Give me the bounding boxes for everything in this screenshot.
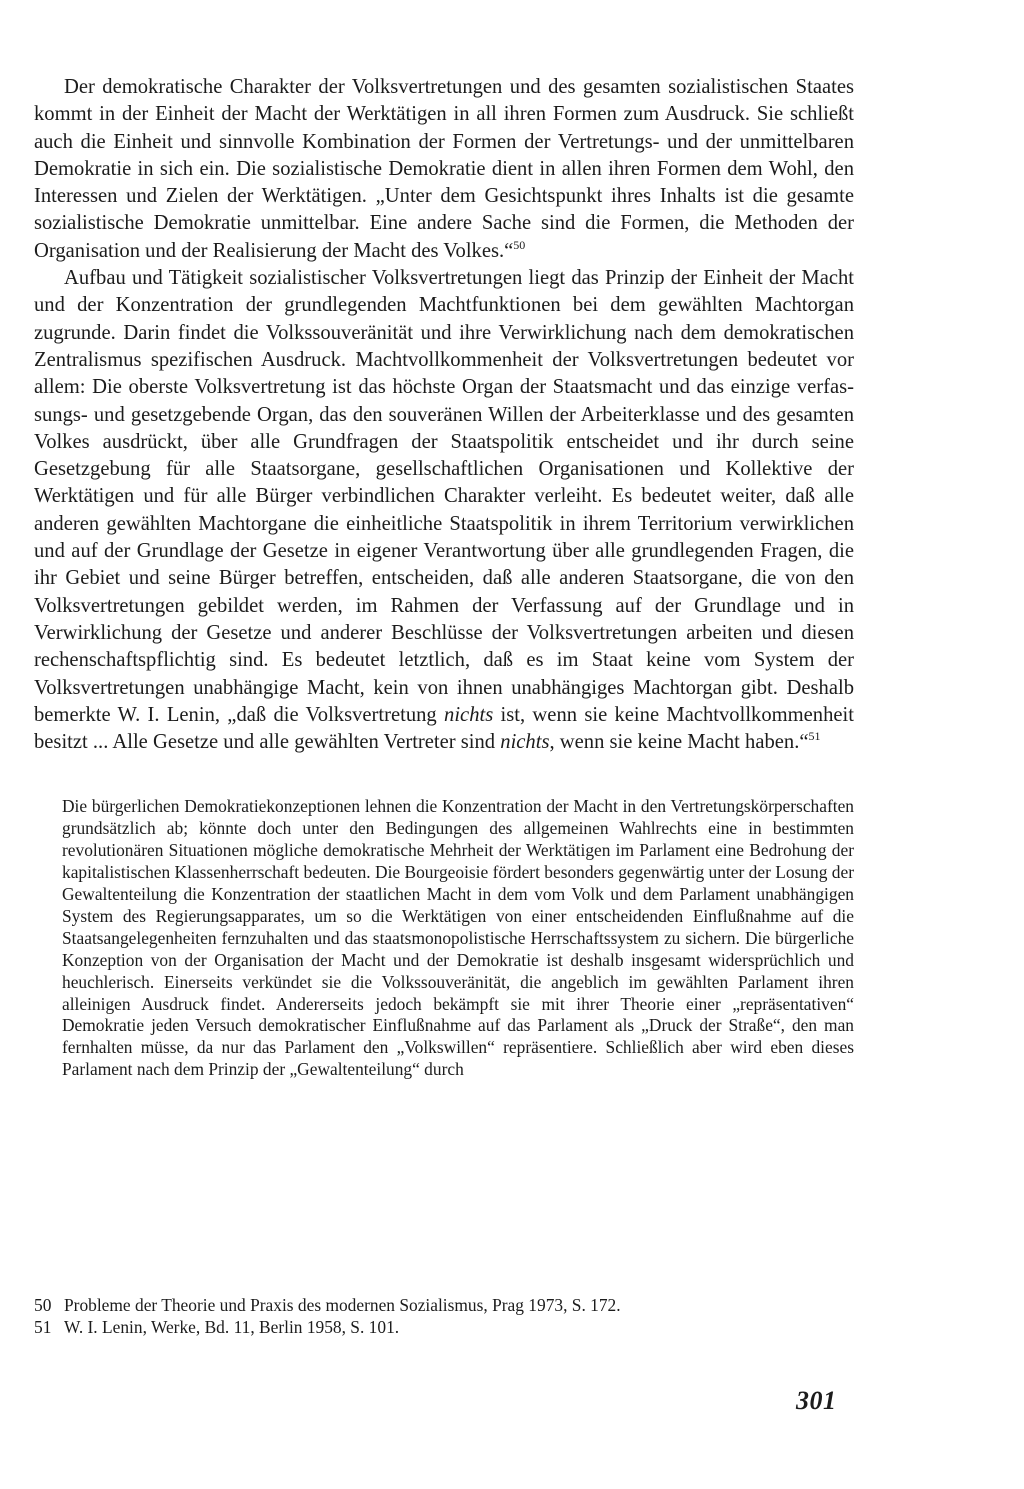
footnote-text: W. I. Lenin, Werke, Bd. 11, Berlin 1958, S. 101.	[64, 1317, 400, 1337]
footnote-number: 50	[34, 1295, 52, 1315]
footnote-number: 51	[34, 1317, 52, 1337]
small-print-excursus: Die bürgerlichen Demokratiekonzeptionen lehnen die Konzentration der Macht in den Vertretungskörperschaften grundsätzlich ab; könnte doch unter den Bedingungen des allgemeinen Wahlrechts eine in bestimmten revolutionären Situationen mögliche demokratische Mehrheit der Werktätigen im Parlament eine Bedrohung der kapitalistischen Klassenherrschaft bedeuten. Die Bourgeoisie fördert besonders gegenwärtig unter der Losung der Gewaltenteilung die Konzentration der staatlichen Macht in dem vom Volk und dem Parlament unabhängigen System des Regierungsapparates, um so die Werktätigen von einer entscheidenden Einflußnahme auf die Staatsangelegenheiten fernzuhalten und das staatsmonopolistische Herrschaftssystem zu sichern. Die bürgerliche Konzeption von der Organisation der Macht und der Demokratie ist deshalb insgesamt widersprüchlich und heuchlerisch. Einerseits verkündet sie die Volkssouveränität, die angeblich im gewählten Parlament ihren alleinigen Ausdruck findet. Andererseits jedoch bekämpft sie mit ihrer Theorie einer „repräsentativen“ Demokratie jeden Versuch demokratischer Einflußnahme auf das Parlament als „Druck der Straße“, den man fernhalten müsse, da nur das Parlament den „Volkswillen“ repräsentiere. Schließlich aber wird eben dieses Parlament nach dem Prinzip der „Gewaltenteilung“ durch	[62, 796, 854, 1080]
emphasis-nichts-1: nichts	[444, 703, 494, 726]
emphasis-nichts-2: nichts	[500, 731, 550, 754]
footnote-ref-51: 51	[808, 729, 821, 744]
page-body	[34, 74, 854, 1081]
footnote-text: Probleme der Theorie und Praxis des modernen Sozialismus, Prag 1973, S. 172.	[64, 1295, 621, 1315]
page-number: 301	[796, 1386, 837, 1415]
footnote-50	[34, 1294, 854, 1316]
footnote-51	[34, 1316, 854, 1338]
paragraph-1-text: Der demokratische Charakter der Volksvertretungen und des gesamten sozialistischen Staates kommt in der Einheit der Macht der Werktätigen in all ihren Formen zum Ausdruck. Sie schließt auch die Einheit und sinnvolle Kombination der Formen der Vertretungs- und der unmittelbaren Demokratie in sich ein. Die sozialistische Demokratie dient in allen ihren Formen dem Wohl, den Interessen und Zielen der Werktätigen. „Unter dem Gesichtspunkt ihres Inhalts ist die gesamte sozialistische Demokratie unmittelbar. Eine andere Sache sind die Formen, die Methoden der Organisation und der Realisierung der Macht des Volkes.“	[34, 76, 854, 262]
footnote-ref-50: 50	[513, 237, 526, 252]
paragraph-2-text-b: ist, wenn sie keine Machtvollkommenheit besitzt ... Alle Gesetze und alle gewählten Vertreter sind	[34, 703, 854, 754]
footnotes	[34, 1294, 854, 1338]
paragraph-2	[34, 265, 854, 756]
paragraph-2-text-c: , wenn sie keine Macht haben.“	[549, 731, 809, 754]
paragraph-1	[34, 74, 854, 265]
paragraph-2-text-a: Aufbau und Tätigkeit sozialistischer Volksvertretungen liegt das Prinzip der Einheit der Macht und der Konzentration der grundlegenden Machtfunktionen bei dem gewählten Machtorgan zugrunde. Darin findet die Volkssouveränität und ihre Verwirklichung nach dem demokratischen Zentralismus spezifischen Ausdruck. Machtvollkommenheit der Volksvertretungen bedeutet vor allem: Die oberste Volksvertretung ist das höchste Organ der Staatsmacht und das einzige verfassungs- und gesetzgebende Organ, das den souveränen Willen der Arbeiterklasse und des gesamten Volkes ausdrückt, über alle Grundfragen der Staatspolitik entscheidet und ihr durch seine Gesetzgebung für alle Staatsorgane, gesellschaftlichen Organisationen und Kollektive der Werktätigen und für alle Bürger verbindlichen Charakter verleiht. Es bedeutet weiter, daß alle anderen gewählten Machtorgane die einheitliche Staatspolitik in ihrem Territorium verwirklichen und auf der Grundlage der Gesetze in eigener Verantwortung über alle grundlegenden Fragen, die ihr Gebiet und seine Bürger betreffen, entscheiden, daß alle anderen Staatsorgane, die von den Volksvertretungen gebildet werden, im Rahmen der Verfassung auf der Grundlage und in Verwirklichung der Gesetze und anderer Beschlüsse der Volksvertretungen arbeiten und diesen rechenschaftspflichtig sind. Es bedeutet letztlich, daß es im Staat keine vom System der Volksvertretungen unabhängige Macht, kein von ihnen unabhängiges Machtorgan gibt. Deshalb bemerkte W. I. Lenin, „daß die Volksvertretung	[34, 267, 854, 726]
